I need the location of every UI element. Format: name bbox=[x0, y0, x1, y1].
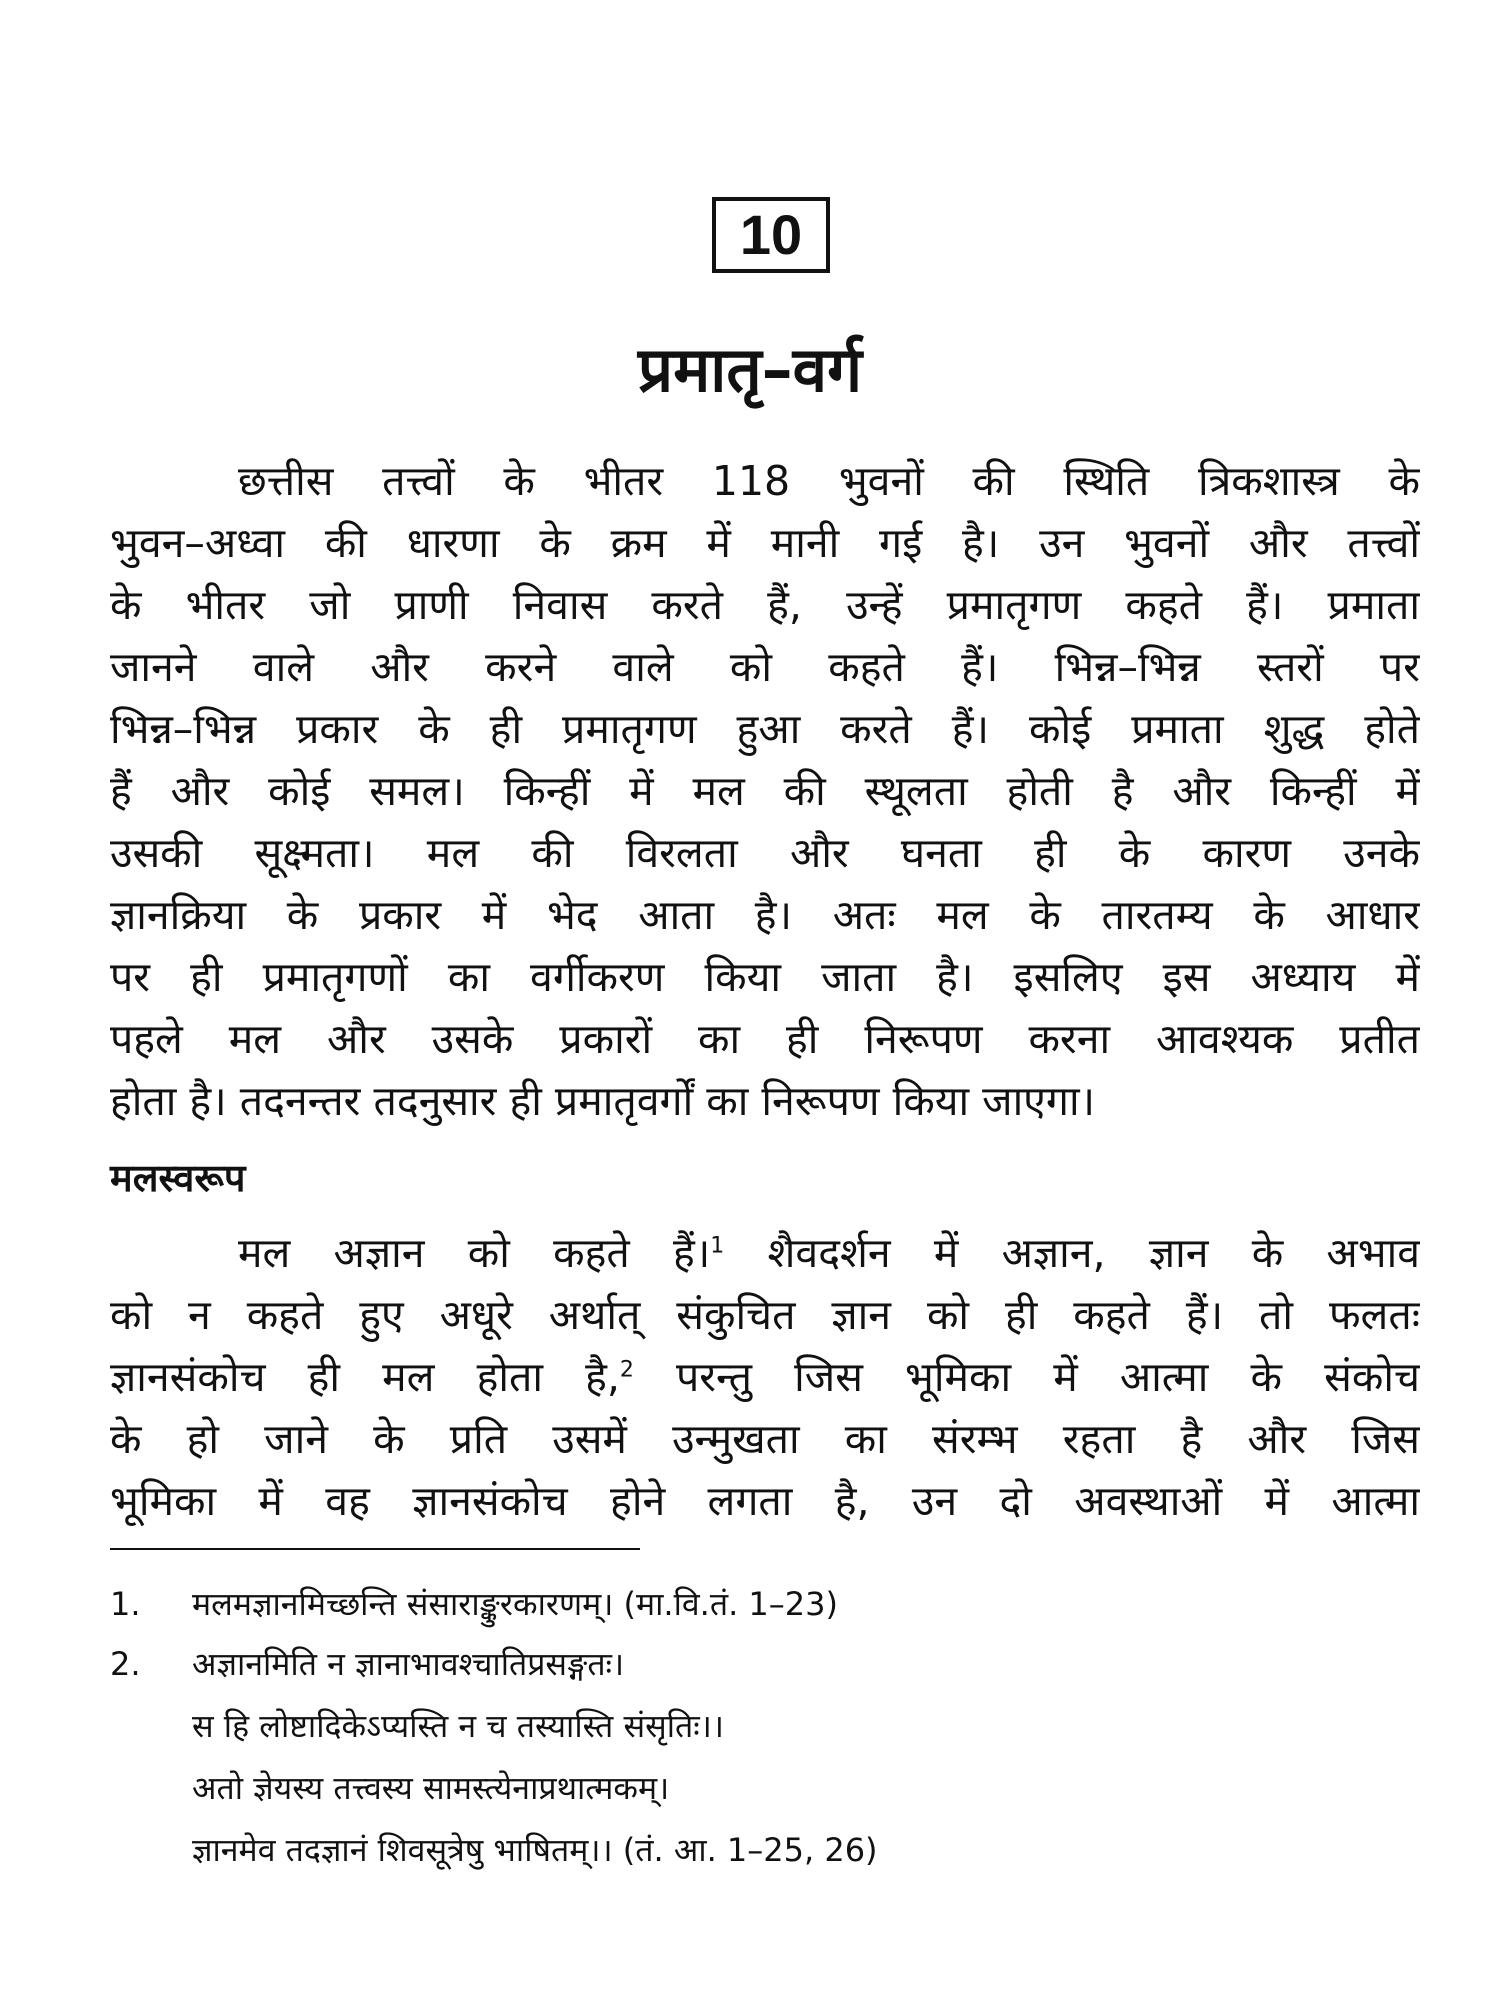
line-text: परन्तु जिस भूमिका में आत्मा के संकोच bbox=[633, 1353, 1420, 1401]
footnote-verse-line: स हि लोष्टादिकेऽप्यस्ति न च तस्यास्ति संसृतिः।। bbox=[192, 1707, 724, 1745]
footnote-divider bbox=[110, 1548, 640, 1550]
paragraph-line: के हो जाने के प्रति उसमें उन्मुखता का संरम्भ रहता है और जिस bbox=[110, 1415, 1420, 1463]
footnote-verse-line: ज्ञानमेव तदज्ञानं शिवसूत्रेषु भाषितम्।। (तं. आ. 1–25, 26) bbox=[192, 1831, 878, 1869]
paragraph-line: को न कहते हुए अधूरे अर्थात् संकुचित ज्ञान को ही कहते हैं। तो फलतः bbox=[110, 1291, 1420, 1339]
footnote-1 bbox=[110, 1580, 1410, 1628]
line-text: ज्ञानसंकोच ही मल होता है, bbox=[110, 1353, 620, 1401]
mala-paragraph bbox=[110, 1222, 1420, 1532]
footnote-verse-line: अतो ज्ञेयस्य तत्त्वस्य सामस्त्येनाप्रथात्मकम्। bbox=[192, 1769, 670, 1807]
paragraph-line: भिन्न–भिन्न प्रकार के ही प्रमातृगण हुआ करते हैं। कोई प्रमाता शुद्ध होते bbox=[110, 705, 1420, 753]
section-heading: मलस्वरूप bbox=[110, 1156, 246, 1200]
footnote-ref: 2 bbox=[619, 1357, 634, 1383]
footnote-text: अज्ञानमिति न ज्ञानाभावश्चातिप्रसङ्गतः। bbox=[192, 1645, 625, 1683]
line-text: शैवदर्शन में अज्ञान, ज्ञान के अभाव bbox=[724, 1229, 1420, 1277]
chapter-title: प्रमातृ–वर्ग bbox=[637, 333, 863, 406]
footnote-2 bbox=[110, 1640, 1410, 1688]
paragraph-line: भुवन–अध्वा की धारणा के क्रम में मानी गई है। उन भुवनों और तत्त्वों bbox=[110, 519, 1420, 567]
paragraph-line: पर ही प्रमातृगणों का वर्गीकरण किया जाता है। इसलिए इस अध्याय में bbox=[110, 953, 1420, 1001]
paragraph-line: उसकी सूक्ष्मता। मल की विरलता और घनता ही के कारण उनके bbox=[110, 829, 1420, 877]
paragraph-line: जानने वाले और करने वाले को कहते हैं। भिन्न–भिन्न स्तरों पर bbox=[110, 643, 1420, 691]
footnote-text: मलमज्ञानमिच्छन्ति संसाराङ्कुरकारणम्। (मा.वि.तं. 1–23) bbox=[192, 1585, 838, 1623]
paragraph-line: छत्तीस तत्त्वों के भीतर 118 भुवनों की स्थिति त्रिकशास्त्र के bbox=[238, 457, 1420, 505]
intro-paragraph bbox=[110, 450, 1420, 1132]
paragraph-line: हैं और कोई समल। किन्हीं में मल की स्थूलता होती है और किन्हीं में bbox=[110, 767, 1420, 815]
footnote-ref: 1 bbox=[710, 1233, 725, 1259]
paragraph-line bbox=[110, 1346, 1420, 1408]
footnote-number: 2. bbox=[110, 1645, 141, 1683]
paragraph-line: भूमिका में वह ज्ञानसंकोच होने लगता है, उन दो अवस्थाओं में आत्मा bbox=[110, 1477, 1420, 1525]
chapter-number-box: 10 bbox=[712, 197, 830, 273]
paragraph-line: के भीतर जो प्राणी निवास करते हैं, उन्हें प्रमातृगण कहते हैं। प्रमाता bbox=[110, 581, 1420, 629]
line-text: मल अज्ञान को कहते हैं। bbox=[238, 1229, 711, 1277]
footnote-number: 1. bbox=[110, 1585, 141, 1623]
paragraph-line: ज्ञानक्रिया के प्रकार में भेद आता है। अतः मल के तारतम्य के आधार bbox=[110, 891, 1420, 939]
paragraph-line: पहले मल और उसके प्रकारों का ही निरूपण करना आवश्यक प्रतीत bbox=[110, 1015, 1420, 1063]
paragraph-line: होता है। तदनन्तर तदनुसार ही प्रमातृवर्गों का निरूपण किया जाएगा। bbox=[110, 1077, 1096, 1125]
paragraph-line bbox=[110, 1222, 1420, 1284]
